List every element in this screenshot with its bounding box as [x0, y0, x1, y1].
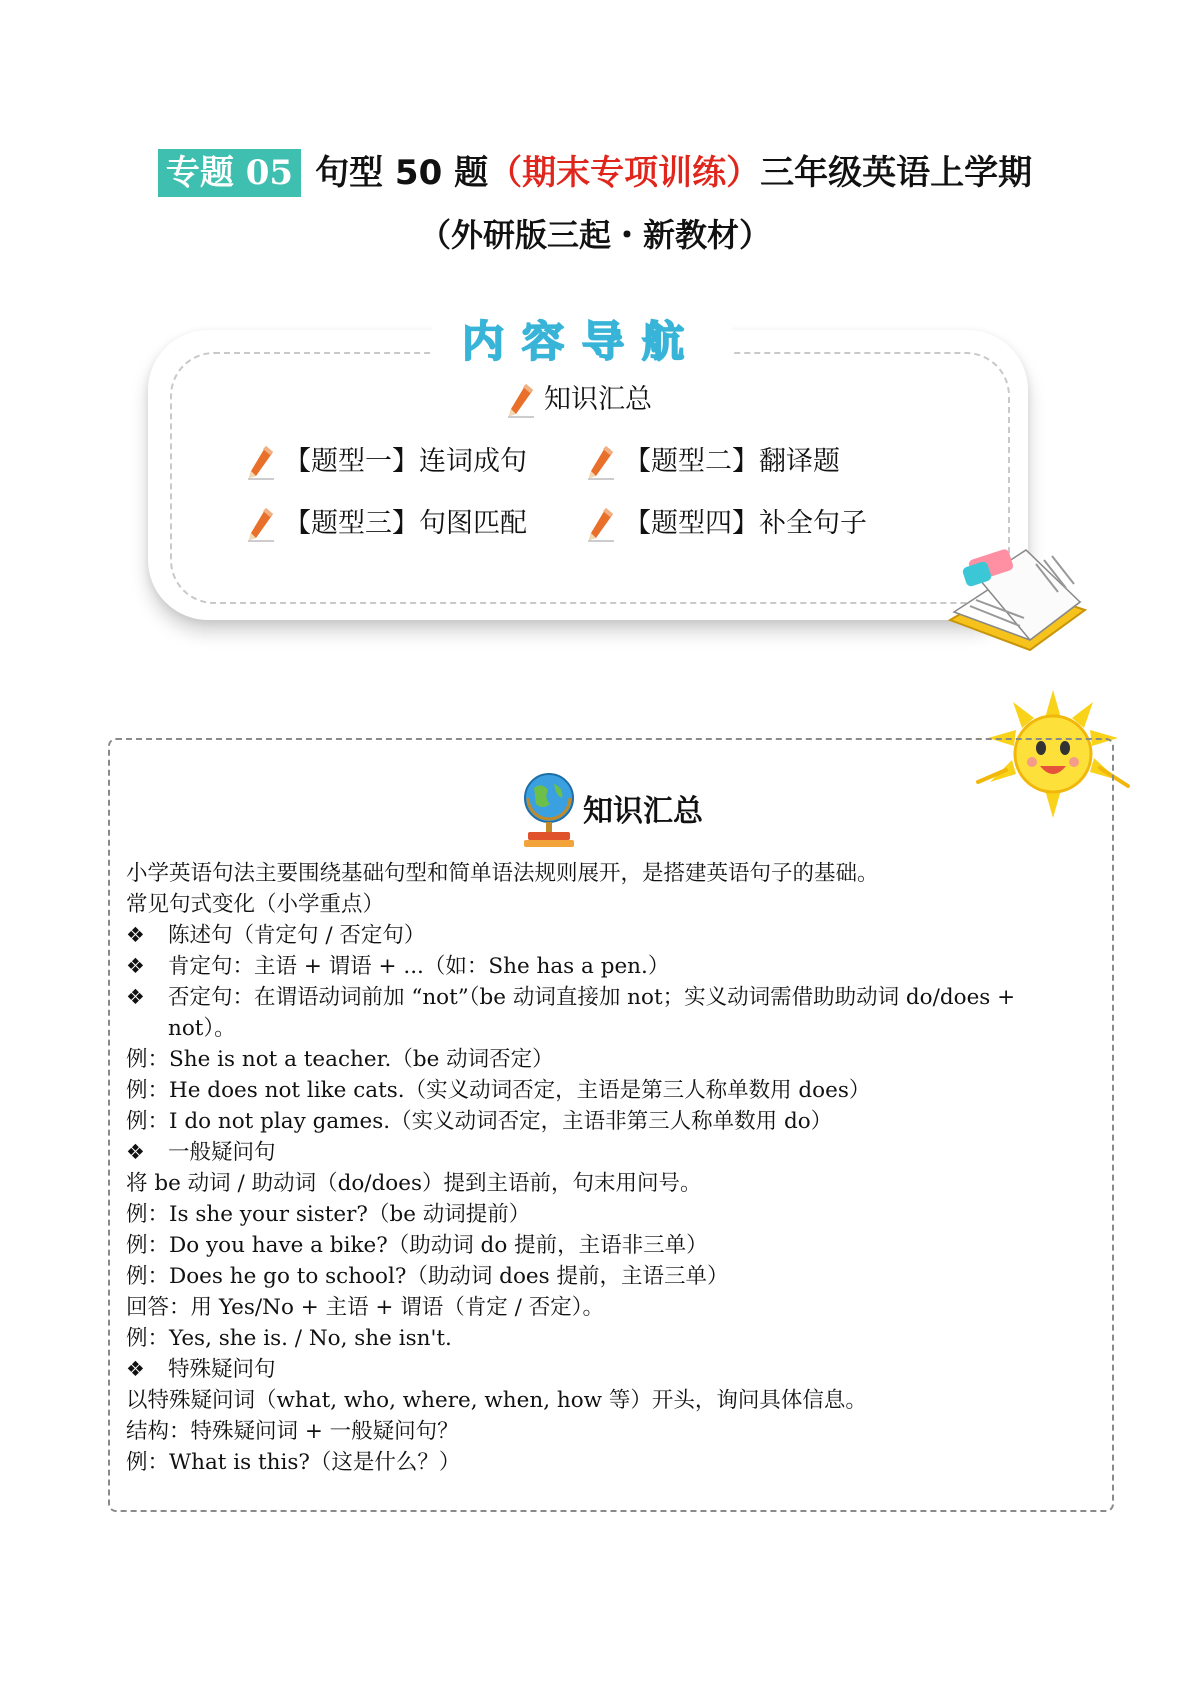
knowledge-line: 例：What is this?（这是什么？） — [126, 1450, 461, 1475]
knowledge-line: 常见句式变化（小学重点） — [126, 892, 385, 917]
title-red: （期末专项训练） — [488, 153, 761, 193]
knowledge-line: 例：I do not play games.（实义动词否定，主语非第三人称单数用 do） — [126, 1109, 833, 1134]
pencil-icon — [506, 382, 536, 418]
knowledge-line: 否定句：在谓语动词前加 “not”（be 动词直接加 not；实义动词需借助助动词 do/does + — [168, 985, 1016, 1010]
nav-summary[interactable] — [506, 382, 652, 418]
knowledge-line: 例：Does he go to school?（助动词 does 提前，主语三单） — [126, 1264, 729, 1289]
pencil-icon — [246, 444, 276, 480]
nav-item-type4[interactable] — [586, 506, 867, 542]
knowledge-line: 例：Yes, she is. / No, she isn't. — [126, 1326, 452, 1351]
knowledge-line: 回答：用 Yes/No + 主语 + 谓语（肯定 / 否定）。 — [126, 1295, 604, 1320]
pencil-icon — [586, 506, 616, 542]
nav-item-type2[interactable] — [586, 444, 840, 480]
page-subtitle: （外研版三起・新教材） — [418, 216, 771, 254]
bullet-icon: ❖ — [126, 923, 145, 947]
knowledge-line: 例：Is she your sister?（be 动词提前） — [126, 1202, 531, 1227]
knowledge-line: 小学英语句法主要围绕基础句型和简单语法规则展开，是搭建英语句子的基础。 — [126, 861, 879, 886]
knowledge-line: 例：He does not like cats.（实义动词否定，主语是第三人称单数用 does） — [126, 1078, 871, 1103]
globe-icon — [520, 770, 578, 848]
knowledge-line: 以特殊疑问词（what, who, where, when, how 等）开头，询问具体信息。 — [126, 1388, 867, 1413]
bullet-icon: ❖ — [126, 1357, 145, 1381]
pencil-icon — [246, 506, 276, 542]
knowledge-line: 一般疑问句 — [168, 1140, 276, 1165]
bullet-icon: ❖ — [126, 954, 145, 978]
knowledge-line: 例：Do you have a bike?（助动词 do 提前，主语非三单） — [126, 1233, 708, 1258]
nav-item-type1[interactable] — [246, 444, 527, 480]
knowledge-line: 例：She is not a teacher.（be 动词否定） — [126, 1047, 554, 1072]
nav-item-label: 【题型四】补全句子 — [624, 508, 867, 539]
knowledge-heading: 知识汇总 — [583, 794, 703, 829]
knowledge-line: 将 be 动词 / 助动词（do/does）提到主语前，句末用问号。 — [126, 1171, 702, 1196]
knowledge-line: 陈述句（肯定句 / 否定句） — [168, 923, 426, 948]
nav-item-label: 【题型一】连词成句 — [284, 446, 527, 477]
nav-item-label: 【题型二】翻译题 — [624, 446, 840, 477]
bullet-icon: ❖ — [126, 985, 145, 1009]
title-part2: 三年级英语上学期 — [760, 153, 1033, 193]
pencil-icon — [586, 444, 616, 480]
page-title — [0, 148, 1190, 198]
topic-tag: 专题 05 — [158, 149, 301, 197]
bullet-icon: ❖ — [126, 1140, 145, 1164]
nav-heading: 内容导航 — [461, 317, 702, 366]
nav-item-type3[interactable] — [246, 506, 527, 542]
book-icon — [940, 540, 1090, 665]
knowledge-line: 肯定句：主语 + 谓语 + ...（如：She has a pen.） — [168, 954, 670, 979]
knowledge-line: 结构：特殊疑问词 + 一般疑问句？ — [126, 1419, 459, 1444]
title-part1: 句型 50 题 — [315, 153, 489, 193]
nav-item-label: 【题型三】句图匹配 — [284, 508, 527, 539]
nav-summary-label: 知识汇总 — [544, 384, 652, 415]
knowledge-line: not）。 — [168, 1016, 236, 1041]
knowledge-line: 特殊疑问句 — [168, 1357, 276, 1382]
